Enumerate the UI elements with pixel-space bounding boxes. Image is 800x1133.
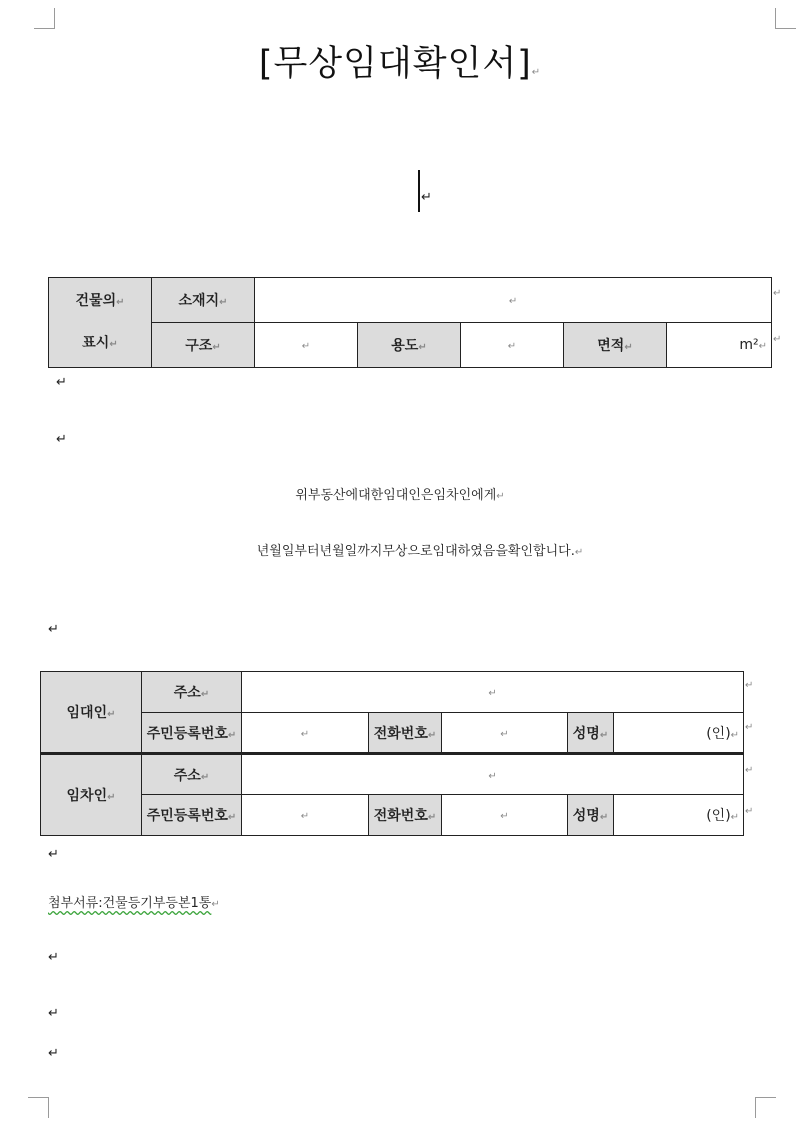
paragraph-mark: ↵: [730, 812, 740, 823]
lessor-resident-no-value-cell[interactable]: [242, 713, 369, 754]
row-end-mark: ↵: [745, 722, 754, 733]
building-group-label-cell: [49, 278, 152, 368]
usage-value-cell[interactable]: [461, 323, 564, 368]
area-value-cell[interactable]: [667, 323, 772, 368]
area-unit: m²: [739, 337, 759, 353]
name-label: 성명: [572, 808, 600, 824]
lessee-resident-no-label-cell: [142, 795, 242, 836]
paragraph-mark: ↵: [48, 1046, 59, 1061]
paragraph-mark: ↵: [500, 811, 509, 822]
paragraph-mark: ↵: [48, 622, 59, 637]
resident-no-label: 주민등록번호: [146, 808, 228, 824]
paragraph-mark: ↵: [227, 729, 237, 741]
page-corner-top-right: [775, 8, 796, 29]
lessor-address-value-cell[interactable]: [242, 672, 744, 713]
lessor-address-label-cell: [142, 672, 242, 713]
location-value-cell[interactable]: [255, 278, 772, 323]
lessee-label: 임차인: [66, 788, 108, 804]
lessee-phone-value-cell[interactable]: [442, 795, 568, 836]
lessor-name-value-cell[interactable]: [614, 713, 744, 754]
lessee-address-value-cell[interactable]: [242, 754, 744, 795]
paragraph-mark: ↵: [48, 1006, 59, 1021]
paragraph-mark: ↵: [496, 491, 505, 502]
lessor-phone-label-cell: [369, 713, 442, 754]
lessee-resident-no-value-cell[interactable]: [242, 795, 369, 836]
paragraph-mark: ↵: [107, 792, 116, 803]
paragraph-mark: ↵: [508, 296, 518, 307]
name-label: 성명: [572, 725, 600, 742]
structure-value-cell[interactable]: [255, 323, 358, 368]
building-group-label-line2: 표시: [82, 334, 110, 351]
lessor-name-label-cell: [568, 713, 614, 754]
lessee-address-label-cell: [142, 754, 242, 795]
paragraph-mark: ↵: [599, 729, 609, 741]
lessee-name-label-cell: [568, 795, 614, 836]
paragraph-mark: ↵: [624, 342, 633, 353]
area-label: 면적: [597, 338, 625, 354]
paragraph-mark: ↵: [418, 342, 427, 353]
statement-line-2-text: 년월일부터년월일까지무상으로임대하였음을확인합니다.: [256, 544, 575, 559]
statement-line-1: [0, 484, 800, 503]
paragraph-mark: ↵: [531, 67, 542, 78]
lessee-name-value-cell[interactable]: [614, 795, 744, 836]
paragraph-mark: ↵: [212, 342, 221, 353]
paragraph-mark: ↵: [48, 950, 59, 965]
paragraph-mark: ↵: [758, 341, 768, 352]
lessee-label-cell: [41, 754, 142, 836]
page-corner-bottom-left: [28, 1097, 49, 1118]
document-title: [0, 36, 800, 86]
lessor-phone-value-cell[interactable]: [442, 713, 568, 754]
paragraph-mark: ↵: [300, 728, 310, 740]
paragraph-mark: ↵: [48, 847, 59, 862]
text-cursor[interactable]: [418, 170, 420, 212]
structure-label-cell: [152, 323, 255, 368]
usage-label: 용도: [391, 338, 419, 354]
row-end-mark: ↵: [745, 806, 754, 817]
lessor-label: 임대인: [66, 705, 108, 721]
row-end-mark: ↵: [745, 680, 754, 691]
paragraph-mark: ↵: [107, 709, 116, 720]
phone-label: 전화번호: [373, 725, 428, 742]
paragraph-mark: ↵: [219, 297, 228, 308]
phone-label: 전화번호: [373, 808, 428, 824]
attachments-text: 첨부서류:건물등기부등본1통: [48, 896, 212, 911]
paragraph-mark: ↵: [421, 190, 432, 205]
row-end-mark: ↵: [745, 765, 754, 776]
row-end-mark: ↵: [773, 334, 782, 345]
parties-table: [40, 671, 744, 836]
building-info-table: [48, 277, 772, 368]
seal-mark: (인): [706, 725, 731, 742]
location-label: 소재지: [178, 293, 220, 309]
usage-label-cell: [358, 323, 461, 368]
paragraph-mark: ↵: [730, 729, 740, 741]
paragraph-mark: ↵: [500, 728, 509, 740]
paragraph-mark: ↵: [200, 689, 210, 700]
statement-line-1-text: 위부동산에대한임대인은임차인에게: [295, 488, 497, 503]
resident-no-label: 주민등록번호: [146, 725, 228, 742]
address-label: 주소: [173, 767, 201, 784]
paragraph-mark: ↵: [488, 688, 497, 699]
paragraph-mark: ↵: [56, 432, 67, 447]
paragraph-mark: ↵: [109, 338, 118, 350]
paragraph-mark: ↵: [599, 812, 609, 823]
paragraph-mark: ↵: [300, 811, 310, 822]
paragraph-mark: ↵: [116, 296, 125, 308]
paragraph-mark: ↵: [211, 899, 220, 910]
document-title-text: [무상임대확인서]: [258, 44, 532, 84]
paragraph-mark: ↵: [507, 341, 517, 352]
paragraph-mark: ↵: [427, 729, 437, 741]
structure-label: 구조: [185, 338, 213, 354]
paragraph-mark: ↵: [427, 812, 437, 823]
attachments-line: [48, 892, 220, 911]
paragraph-mark: ↵: [488, 770, 497, 782]
lessor-label-cell: [41, 672, 142, 754]
address-label: 주소: [173, 685, 201, 701]
seal-mark: (인): [706, 808, 731, 824]
area-label-cell: [564, 323, 667, 368]
location-label-cell: [152, 278, 255, 323]
paragraph-mark: ↵: [227, 812, 237, 823]
building-group-label-line1: 건물의: [75, 292, 117, 309]
row-end-mark: ↵: [773, 288, 782, 299]
paragraph-mark: ↵: [200, 771, 210, 783]
statement-line-2: [0, 540, 800, 559]
page-corner-bottom-right: [755, 1097, 776, 1118]
paragraph-mark: ↵: [301, 341, 311, 352]
lessor-resident-no-label-cell: [142, 713, 242, 754]
paragraph-mark: ↵: [56, 375, 67, 390]
page-corner-top-left: [34, 8, 55, 29]
paragraph-mark: ↵: [574, 547, 584, 558]
lessee-phone-label-cell: [369, 795, 442, 836]
